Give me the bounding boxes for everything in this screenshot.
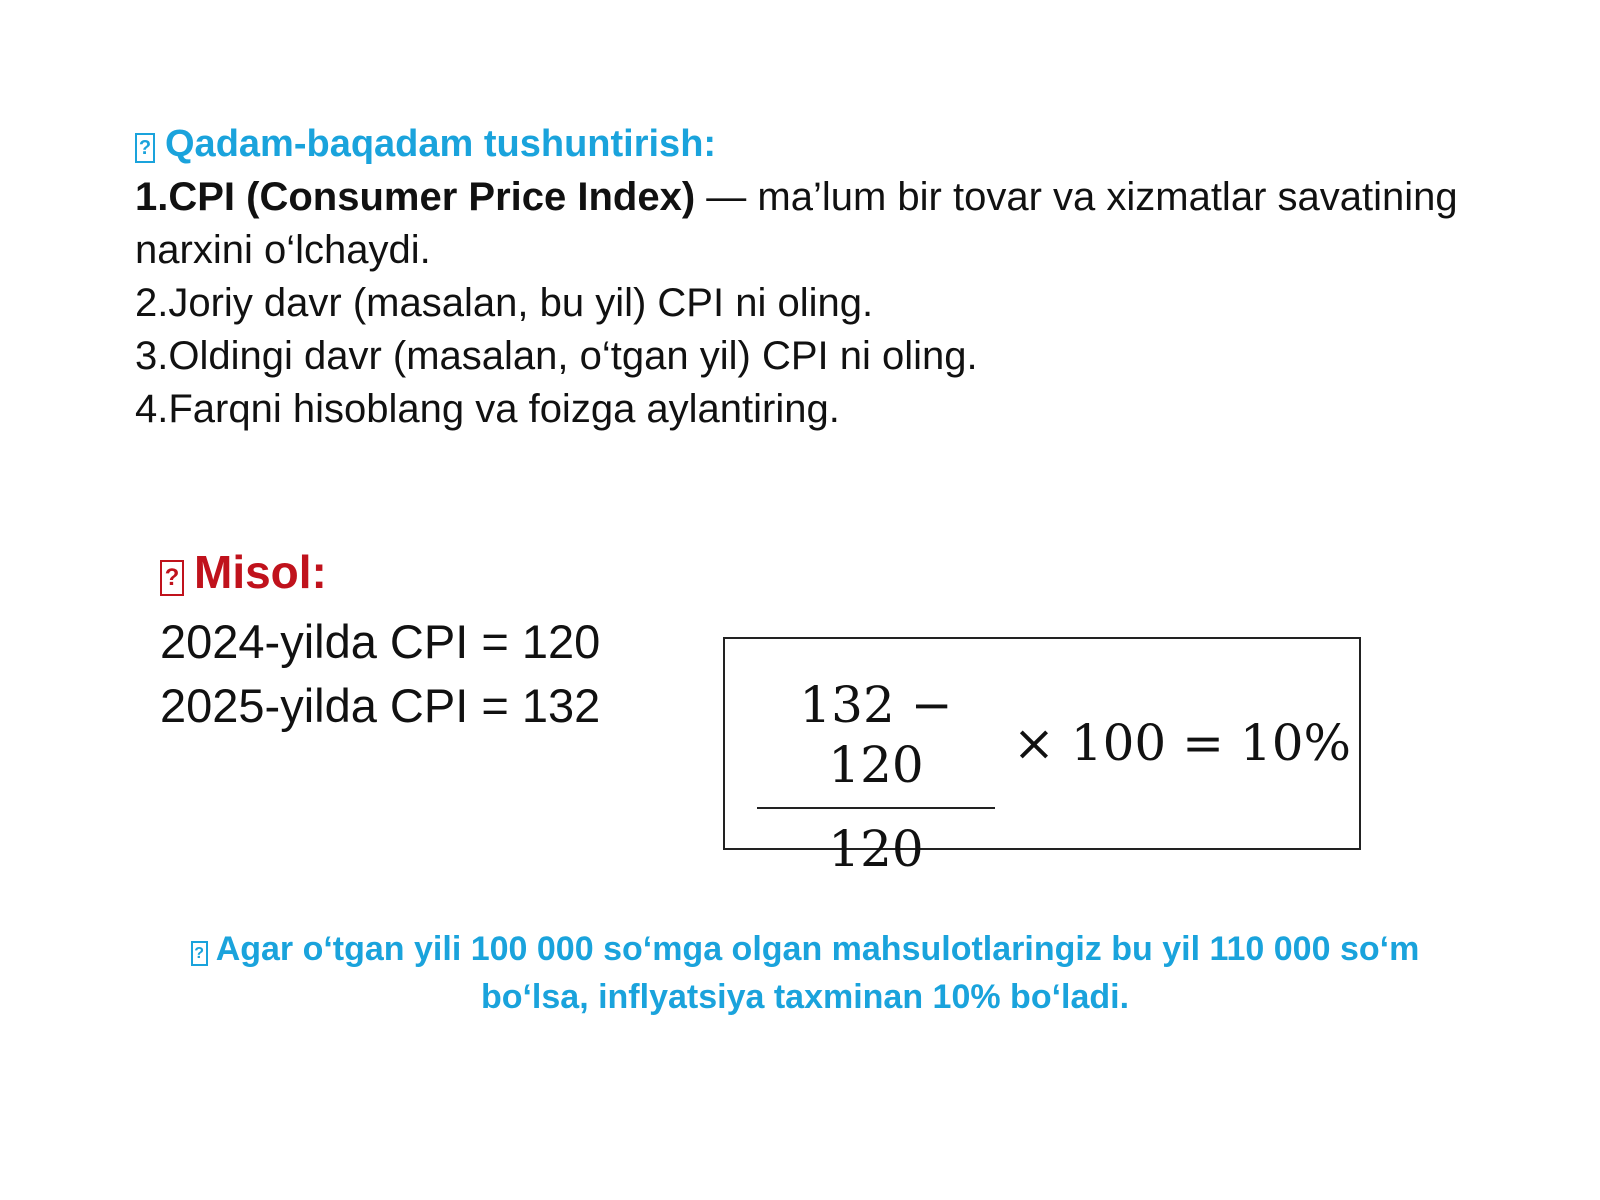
fraction-bar [757, 807, 995, 809]
step-3: 3.Oldingi davr (masalan, o‘tgan yil) CPI ni oling. [135, 334, 978, 378]
step-2: 2.Joriy davr (masalan, bu yil) CPI ni oling. [135, 281, 874, 325]
formula-fraction [757, 675, 995, 879]
formula-box [723, 637, 1361, 878]
inflation-note [140, 925, 1470, 1021]
formula-denominator: 120 [828, 820, 924, 878]
formula-numerator: 132 − 120 [799, 676, 953, 794]
cpi-2024: 2024-yilda CPI = 120 [160, 615, 601, 668]
example-heading [160, 545, 327, 599]
formula-result: × 100 = 10% [1013, 714, 1352, 772]
unknown-glyph-icon: ? [191, 941, 208, 966]
cpi-values [160, 610, 600, 738]
step-1-definition: — ma’lum bir tovar va xizmatlar savatining narxini o‘lchaydi. [135, 175, 1458, 272]
step-1 [135, 171, 1465, 277]
inflation-note-text: Agar o‘tgan yili 100 000 so‘mga olgan mahsulotlaringiz bu yil 110 000 so‘m bo‘lsa, inflyatsiya taxminan 10% bo‘ladi. [215, 930, 1420, 1016]
step-1-term: 1.CPI (Consumer Price Index) [135, 175, 696, 219]
example-heading-text: Misol: [194, 546, 327, 598]
steps-section [135, 118, 1465, 436]
unknown-glyph-icon: ? [160, 560, 184, 596]
unknown-glyph-icon: ? [135, 133, 155, 163]
steps-heading-text: Qadam-baqadam tushuntirish: [165, 123, 717, 165]
step-4: 4.Farqni hisoblang va foizga aylantiring. [135, 387, 840, 431]
cpi-2025: 2025-yilda CPI = 132 [160, 679, 601, 732]
steps-heading [135, 118, 1465, 171]
